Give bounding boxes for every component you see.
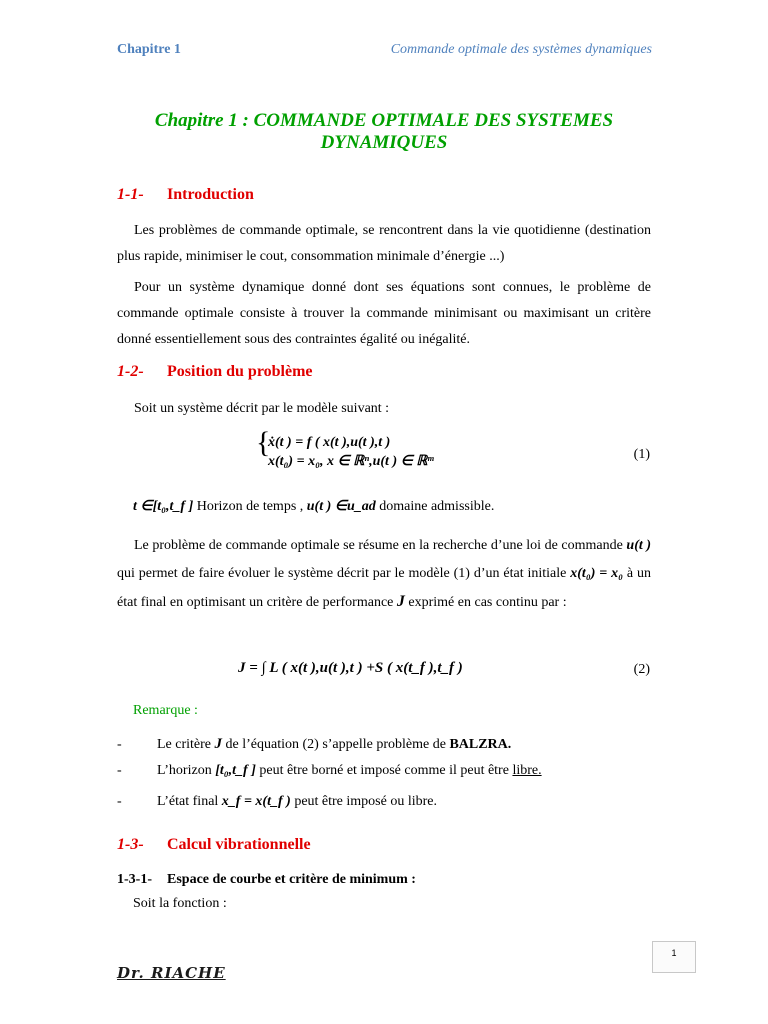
subsection-paragraph: Soit la fonction : — [133, 896, 227, 911]
intro-paragraph-2: Pour un système dynamique donné dont ses équations sont connues, le problème de commande optimale consiste à trouver la commande minimisant ou maximisant un critère donné essentiellement sous des contraintes égalité ou inégalité. — [117, 280, 651, 347]
math-j: J — [214, 736, 223, 752]
math-j: J — [396, 593, 405, 610]
section-heading-position — [117, 363, 313, 381]
section-number: 1-3- — [117, 836, 144, 853]
position-paragraph-1: Soit un système décrit par le modèle suivant : — [134, 401, 390, 416]
text-run: peut être imposé ou libre. — [294, 794, 437, 809]
header-subject: Commande optimale des systèmes dynamiques — [390, 42, 652, 57]
text-underlined: libre. — [512, 763, 542, 778]
title-line-1: Chapitre 1 : COMMANDE OPTIMALE DES SYSTEMES — [154, 110, 614, 131]
text-run: exprimé en cas continu par : — [408, 595, 567, 610]
text-run: L’état final — [157, 794, 219, 809]
bullet-dash: - — [117, 794, 122, 809]
text-run: à un état final en optimisant un critère de performance — [117, 566, 651, 610]
section-heading-calcul — [117, 836, 311, 854]
text-run: L’horizon — [157, 763, 212, 778]
bullet-dash: - — [117, 737, 122, 752]
page-title — [0, 110, 768, 154]
page-number-box — [652, 941, 696, 973]
math-horizon: [t₀,t_f ] — [215, 763, 256, 778]
equation-1-line-2: x(t₀) = x₀, x ∈ ℝⁿ,u(t ) ∈ ℝᵐ — [268, 454, 434, 469]
text-run: Le problème de commande optimale se résume en la recherche d’une loi de commande — [134, 538, 623, 553]
horizon-text: Horizon de temps , — [196, 499, 304, 514]
section-label: Position du problème — [167, 363, 313, 380]
horizon-math: t ∈[t₀,t_f ] — [133, 499, 194, 514]
remark-item-3 — [117, 794, 437, 810]
text-run: peut être borné et imposé comme il peut être — [259, 763, 509, 778]
remark-item-1 — [117, 736, 511, 753]
text-run: Le critère — [157, 737, 212, 752]
footer-author: Dr. RIACHE — [117, 964, 226, 982]
horizon-line — [133, 498, 494, 515]
header-chapter: Chapitre 1 — [117, 42, 181, 57]
remark-label: Remarque : — [133, 703, 198, 718]
subsection-number: 1-3-1- — [117, 872, 152, 887]
subsection-heading — [117, 872, 416, 888]
position-paragraph-2 — [117, 532, 651, 617]
subsection-label: Espace de courbe et critère de minimum : — [167, 872, 416, 887]
admissible-math: u(t ) ∈u_ad — [306, 499, 376, 514]
math-u: u(t ) — [626, 538, 651, 553]
section-heading-introduction — [117, 186, 254, 204]
admissible-text: domaine admissible. — [379, 499, 495, 514]
equation-2-number: (2) — [633, 662, 650, 677]
math-x0: x(t₀) = x₀ — [570, 566, 623, 581]
equation-1-line-1: ẋ(t ) = f ( x(t ),u(t ),t ) — [268, 435, 391, 450]
text-run: qui permet de faire évoluer le système décrit par le modèle (1) d’un état initiale — [117, 566, 567, 581]
equation-1-number: (1) — [633, 447, 650, 462]
math-final-state: x_f = x(t_f ) — [221, 794, 291, 809]
section-label: Calcul vibrationnelle — [167, 836, 311, 853]
section-number: 1-1- — [117, 186, 144, 203]
equation-2-criterion: J = ∫ L ( x(t ),u(t ),t ) +S ( x(t_f ),t_f ) — [238, 660, 463, 676]
bullet-dash: - — [117, 763, 122, 778]
remark-item-2 — [117, 763, 542, 779]
page-number: 1 — [671, 948, 677, 958]
text-bold: BALZRA. — [449, 737, 512, 752]
intro-paragraph-1: Les problèmes de commande optimale, se rencontrent dans la vie quotidienne (destination plus rapide, minimiser le cout, consommation minimale d’énergie ...) — [117, 223, 651, 264]
section-number: 1-2- — [117, 363, 144, 380]
equation-brace: { — [256, 426, 271, 459]
title-line-2: DYNAMIQUES — [320, 132, 448, 153]
section-label: Introduction — [167, 186, 254, 203]
text-run: de l’équation (2) s’appelle problème de — [225, 737, 446, 752]
